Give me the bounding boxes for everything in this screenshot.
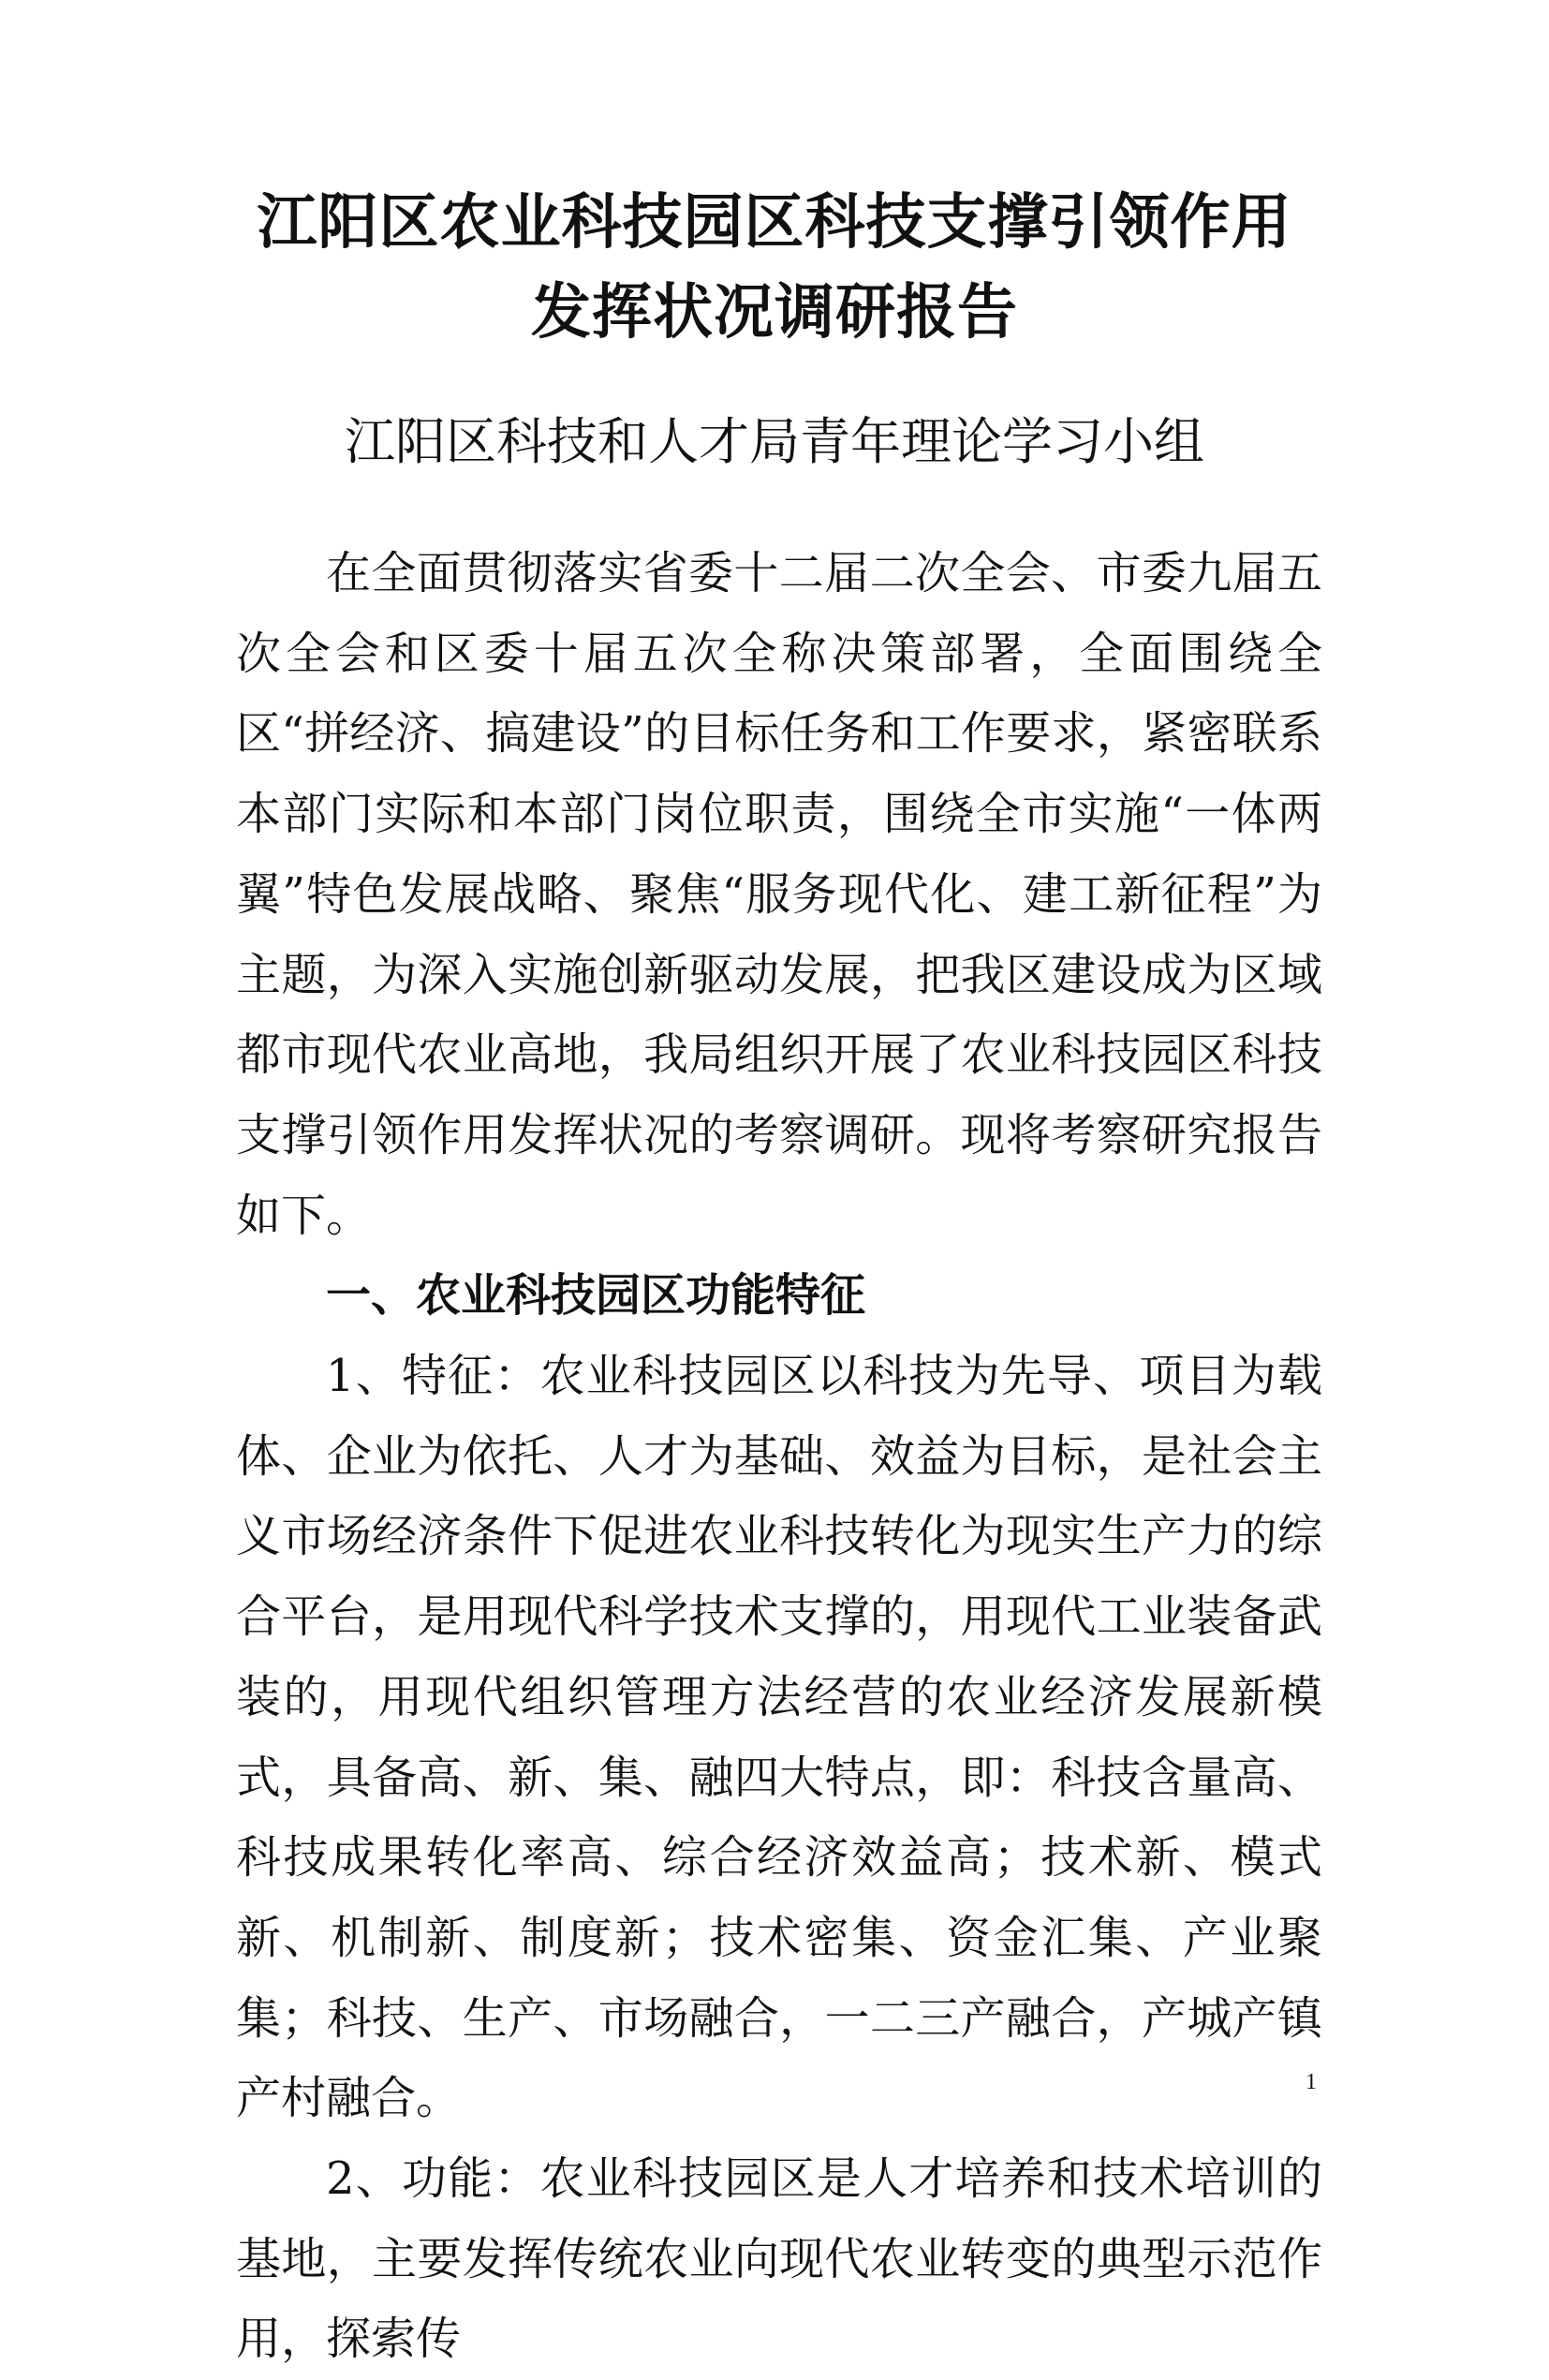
report-title [0, 178, 1549, 358]
feature-paragraph: 1、特征：农业科技园区以科技为先导、项目为载体、企业为依托、人才为基础、效益为目标，是社会主义市场经济条件下促进农业科技转化为现实生产力的综合平台，是用现代科学技术支撑的，用现代工业装备武装的，用现代组织管理方法经营的农业经济发展新模式，具备高、新、集、融四大特点，即：科技含量高、科技成果转化率高、综合经济效益高；技术新、模式新、机制新、制度新；技术密集、资金汇集、产业聚集；科技、生产、市场融合，一二三产融合，产城产镇产村融合。 [236, 1350, 1322, 2125]
title-line-2: 发挥状况调研报告 [531, 278, 1018, 347]
intro-paragraph: 在全面贯彻落实省委十二届二次全会、市委九届五次全会和区委十届五次全称决策部署，全面围绕全区“拼经济、搞建设”的目标任务和工作要求，紧密联系本部门实际和本部门岗位职责，围绕全市实施“一体两翼”特色发展战略、聚焦“服务现代化、建工新征程”为主题，为深入实施创新驱动发展，把我区建设成为区域都市现代农业高地，我局组织开展了农业科技园区科技支撑引领作用发挥状况的考察调研。现将考察研究报告如下。 [236, 547, 1322, 1242]
document-body [236, 534, 1322, 2380]
function-paragraph: 2、功能：农业科技园区是人才培养和技术培训的基地，主要发挥传统农业向现代农业转变的典型示范作用，探索传 [236, 2152, 1322, 2366]
author-line: 江阳区科技和人才局青年理论学习小组 [345, 412, 1204, 471]
title-line-1: 江阳区农业科技园区科技支撑引领作用 [257, 188, 1292, 258]
section-heading-1: 一、农业科技园区功能特征 [326, 1269, 866, 1323]
page-number: 1 [1306, 2070, 1317, 2094]
